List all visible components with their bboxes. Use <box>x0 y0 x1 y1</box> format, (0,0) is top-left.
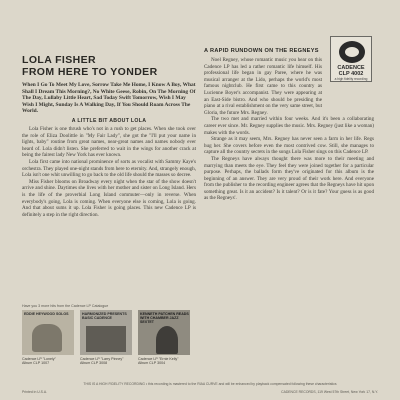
album-cover-title: EDDIE HEYWOOD SOLOS <box>24 312 69 316</box>
rundown-paragraph: The two met and married within four weeks. And it's been a collaborating career ever since. Mr. Regney supplies the music. Mrs. Regney (just like a woman) makes with the words. <box>204 116 374 136</box>
label-address: CADENCE RECORDS, 119 West 57th Street, New York 17, N.Y. <box>281 390 378 394</box>
rundown-full <box>204 116 374 202</box>
about-paragraph: Miss Fisher blooms on Broadway every night when the star of the show doesn't arrive and shine. Daytimes she lives with her mother and sister on Long Island. Hers is the life of the proverbial Long Island commuter—only in reverse. When everybody's going, Lola is coming. When everyone else is coming, Lola is going. And that about sums it up. Lola Fisher is going places. This new Cadence LP is definitely a step in the right direction. <box>22 178 196 218</box>
logo-name: CADENCE <box>337 65 365 71</box>
album-thumbnail <box>22 310 74 366</box>
rundown-paragraph: The Regneys have always thought there was more to their meeting and marrying than meets the eye. They feel they were joined together for a particular purpose. Perhaps, the ballads form they've originated for this album is the beginning of an answer. They are very proud of their work here. And everyone from the publisher to the recording engineer agrees that the Regneys have hit upon something great. Is it an accident? Is it talent? Or is it fate? Your guess is as good as the Regneys'. <box>204 155 374 202</box>
album-label: Cadence LP "Ernie Kelly" Album CLP 3004 <box>138 357 179 366</box>
album-cover-image <box>22 310 74 355</box>
rundown-paragraph: Strange as it may seem, Mrs. Regney has never seen a farm in her life. Regs hug her. She covers before even the most contrived cow. Still, she manages to capture all the country secrets in the songs Lola Fisher sings on this Cadence LP. <box>204 136 374 156</box>
album-cover-image <box>80 310 132 355</box>
rundown-narrow <box>204 57 322 116</box>
album-cover-title: KENNETH PATCHEN READS WITH CHAMBER JAZZ SEXTET <box>140 312 189 324</box>
album-thumbnail <box>138 310 190 366</box>
printed-note: Printed in U.S.A. <box>22 390 48 394</box>
catalog-heading: Have you 3 more hits from the Cadence LP Catalogue <box>22 304 109 308</box>
album-label: Cadence LP "Lonely" Album CLP 1007 <box>22 357 56 366</box>
song-list: When I Go To Meet My Love, Sorrow Take Me Home, I Know A Boy, What Shall I Dream This Morning?, No White Geese, Robin, On The Morning Of The Day, Lullaby Little Heart, Sad Today Swift Tomorrow, Wish I May Wish I Might, Sunday Is A Walking Day, If You Should Roam Across The World. <box>22 82 196 115</box>
left-column <box>22 55 196 218</box>
album-title: FROM HERE TO YONDER <box>22 66 158 78</box>
catalog-number: CLP 4002 <box>338 71 364 77</box>
right-column <box>204 48 374 202</box>
album-cover-image <box>138 310 190 355</box>
artist-name: LOLA FISHER <box>22 54 97 66</box>
album-cover-title: HARMONIZED PRESENTS BASIC CADENCE <box>82 312 127 320</box>
about-paragraph: Lola Fisher is one thrush who's not in a rush to get places. When she took over the role of Eliza Doolittle in "My Fair Lady", she got the "I'll put your name in lights, baby" routine from great names, near-great names and names nobody ever heard of. Lola didn't listen. She preferred to wait in the wings for another crack at being the fairest lady New York has ever known. <box>22 125 196 159</box>
logo-note: a high fidelity recording <box>334 77 368 81</box>
fidelity-note: THIS IS A HIGH FIDELITY RECORDING • this recording is mastered to the RIAA CURVE and will be enhanced by playback compensated following these characteristics <box>83 382 337 386</box>
about-heading: A LITTLE BIT ABOUT LOLA <box>71 117 147 124</box>
album-label: Cadence LP "Larry Pinney" Album CLP 3008 <box>80 357 124 366</box>
rundown-heading: A RAPID RUNDOWN ON THE REGNEYS <box>204 48 319 54</box>
album-thumbnail <box>80 310 132 366</box>
rundown-paragraph: Noel Regney, whose romantic music you hear on this Cadence LP has led a rather romantic life himself. His professional life began in gay Paree, where he was musical arranger at the Lido, perhaps the world's most famous nightclub. He first came to this country as Lucienne Boyer's accompanist. They were appearing at an East-Side bistro. And who should be presiding the piano at a rival establishment on the very same street, but Gloria, the future Mrs. Regney. <box>204 57 322 116</box>
about-paragraph: Lola first came into national prominence of sorts as vocalist with Sammy Kaye's orchestra. They played one-night stands from here to eternity. And, strangely enough, Lola isn't one whit unwilling to go back to the old life should the masses so decree. <box>22 158 196 179</box>
album-thumbnails <box>22 310 192 374</box>
